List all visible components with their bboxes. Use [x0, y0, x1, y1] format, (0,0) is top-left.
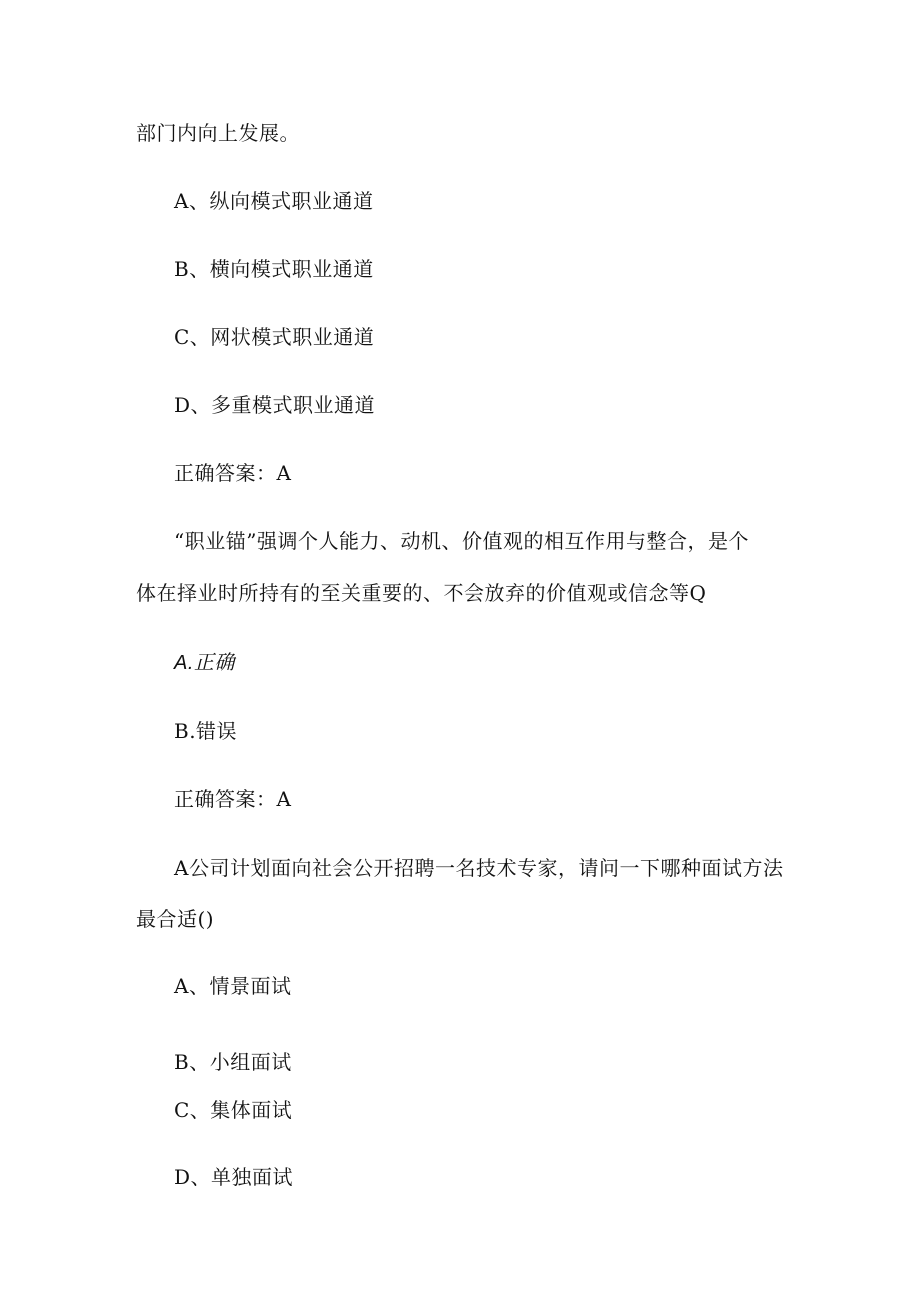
- question-1-stem-continuation: 部门内向上发展。: [136, 121, 300, 145]
- question-2-answer: 正确答案：A: [174, 787, 292, 811]
- question-1-option-b: B、横向模式职业通道: [174, 257, 374, 281]
- question-3-option-b: B、小组面试: [174, 1050, 292, 1074]
- question-3-option-d: D、单独面试: [174, 1165, 294, 1189]
- question-1-answer: 正确答案：A: [174, 461, 292, 485]
- question-3-stem-line-2: 最合适(): [136, 907, 215, 931]
- question-1-option-c: C、网状模式职业通道: [174, 325, 375, 349]
- question-3-option-c: C、集体面试: [174, 1098, 293, 1122]
- question-3-stem-line-1: A公司计划面向社会公开招聘一名技术专家，请问一下哪种面试方法: [174, 856, 784, 880]
- question-1-option-d: D、多重模式职业通道: [174, 393, 376, 417]
- question-2-stem-line-1: “职业锚”强调个人能力、动机、价值观的相互作用与整合，是个: [174, 529, 749, 553]
- question-2-option-b: B.错误: [174, 719, 238, 743]
- question-1-option-a: A、纵向模式职业通道: [174, 189, 374, 213]
- question-2-option-a: A.正确: [174, 652, 235, 674]
- question-2-stem-line-2: 体在择业时所持有的至关重要的、不会放弃的价值观或信念等Q: [136, 581, 707, 605]
- question-3-option-a: A、情景面试: [174, 974, 292, 998]
